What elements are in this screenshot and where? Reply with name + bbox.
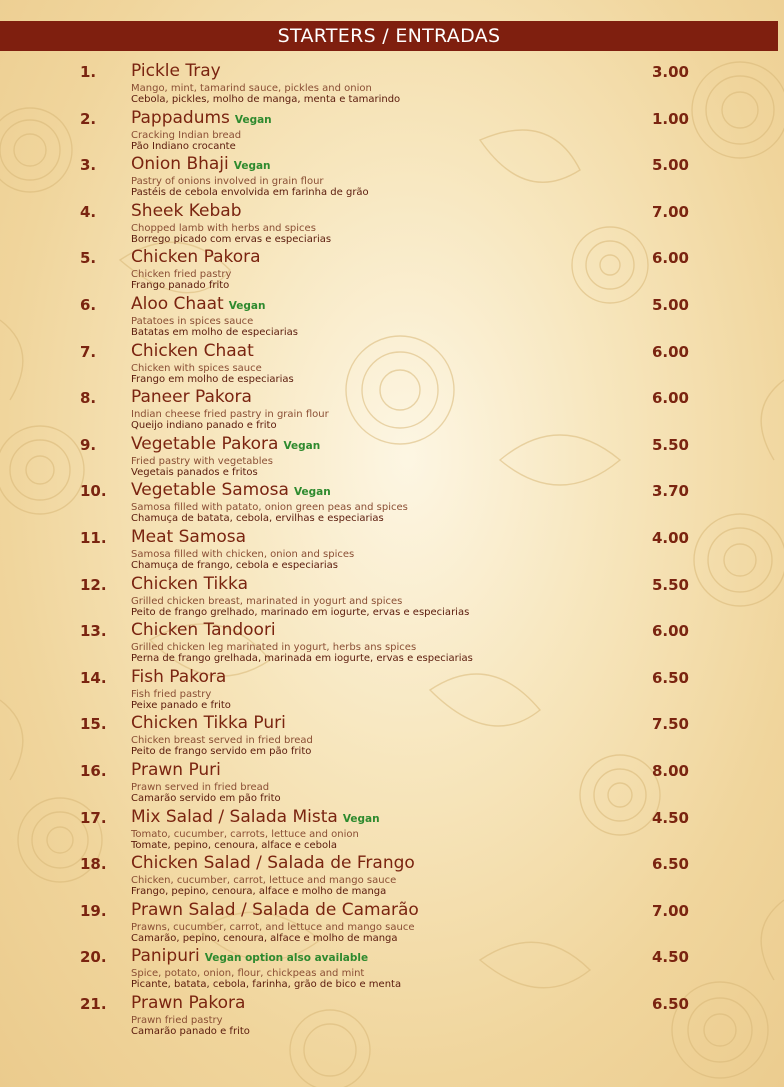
item-name-line <box>131 434 320 454</box>
item-name-line <box>131 713 286 733</box>
item-description-en: Mango, mint, tamarind sauce, pickles and onion <box>131 83 372 94</box>
menu-item <box>0 528 784 575</box>
item-name: Panipuri <box>131 946 200 967</box>
item-name-line <box>131 247 261 267</box>
menu-item <box>0 808 784 855</box>
menu-item <box>0 155 784 202</box>
item-description-pt: Camarão, pepino, cenoura, alface e molho de manga <box>131 932 398 944</box>
menu-item <box>0 854 784 901</box>
item-price: 6.50 <box>651 855 689 874</box>
item-number: 6. <box>80 295 97 314</box>
item-name: Chicken Tikka <box>131 573 248 594</box>
item-name-line <box>131 946 368 966</box>
item-description-en: Prawn fried pastry <box>131 1014 223 1026</box>
item-name-line <box>131 480 331 500</box>
item-price: 4.00 <box>651 528 689 547</box>
item-number: 20. <box>80 948 107 967</box>
item-name-line <box>131 154 271 174</box>
item-description-en: Chicken breast served in fried bread <box>131 735 313 747</box>
vegan-tag: Vegan <box>283 439 321 452</box>
item-description-en: Samosa filled with patato, onion green peas and spices <box>131 502 408 514</box>
item-description-en: Pastry of onions involved in grain flour <box>131 176 324 188</box>
menu-item <box>0 947 784 994</box>
item-price: 6.50 <box>651 994 689 1013</box>
item-number: 18. <box>80 855 107 874</box>
menu-item <box>0 62 784 109</box>
item-name-line <box>131 900 419 920</box>
item-name: Meat Samosa <box>131 526 247 547</box>
item-description-en: Spice, potato, onion, flour, chickpeas and mint <box>131 968 365 980</box>
item-name-line <box>131 667 226 687</box>
item-number: 15. <box>80 715 107 734</box>
item-description-en: Patatoes in spices sauce <box>131 315 254 327</box>
item-description-pt: Camarão servido em pão frito <box>131 792 281 804</box>
item-price: 3.00 <box>651 63 689 81</box>
item-price: 7.50 <box>651 715 689 734</box>
item-name: Chicken Chaat <box>131 340 254 361</box>
item-price: 6.00 <box>651 342 689 361</box>
vegan-tag: Vegan <box>234 113 272 126</box>
item-description-pt: Peixe panado e frito <box>131 699 231 711</box>
item-name-line <box>131 341 254 361</box>
menu-item <box>0 621 784 668</box>
item-description-pt: Chamuça de batata, cebola, ervilhas e especiarias <box>131 513 384 525</box>
item-description-en: Fish fried pastry <box>131 688 212 700</box>
menu-item <box>0 901 784 948</box>
menu-list <box>0 62 784 1040</box>
item-description-en: Chicken with spices sauce <box>131 362 262 374</box>
menu-item <box>0 248 784 295</box>
item-price: 5.50 <box>651 435 689 454</box>
item-description-en: Chicken, cucumber, carrot, lettuce and mango sauce <box>131 875 397 887</box>
item-price: 6.50 <box>651 668 689 687</box>
menu-item <box>0 388 784 435</box>
item-number: 1. <box>80 63 97 81</box>
item-name-line <box>131 294 265 314</box>
menu-item <box>0 668 784 715</box>
item-number: 21. <box>80 994 107 1013</box>
item-number: 3. <box>80 156 97 175</box>
item-name: Prawn Salad / Salada de Camarão <box>131 899 419 920</box>
menu-item <box>0 202 784 249</box>
item-name: Vegetable Pakora <box>131 433 279 454</box>
item-description-pt: Peito de frango servido em pão frito <box>131 746 312 758</box>
item-description-en: Chopped lamb with herbs and spices <box>131 222 316 234</box>
item-price: 4.50 <box>651 948 689 967</box>
item-name: Mix Salad / Salada Mista <box>131 806 338 827</box>
vegan-tag: Vegan <box>228 299 266 312</box>
item-description-pt: Frango em molho de especiarias <box>131 373 294 385</box>
item-number: 12. <box>80 575 107 594</box>
menu-item <box>0 761 784 808</box>
item-description-en: Tomato, cucumber, carrots, lettuce and onion <box>131 828 359 840</box>
item-name: Sheek Kebab <box>131 200 242 221</box>
item-description-pt: Borrego picado com ervas e especiarias <box>131 233 332 245</box>
item-name-line <box>131 387 252 407</box>
item-number: 4. <box>80 202 97 221</box>
menu-item <box>0 994 784 1041</box>
item-number: 10. <box>80 482 107 501</box>
item-price: 6.00 <box>651 622 689 641</box>
item-number: 19. <box>80 901 107 920</box>
item-description-pt: Pão Indiano crocante <box>131 140 236 152</box>
item-description-en: Indian cheese fried pastry in grain flour <box>131 409 329 421</box>
item-description-pt: Camarão panado e frito <box>131 1025 250 1037</box>
item-number: 9. <box>80 435 97 454</box>
item-number: 11. <box>80 528 107 547</box>
item-name-line <box>131 807 380 827</box>
item-description-pt: Frango panado frito <box>131 280 230 292</box>
item-description-pt: Perna de frango grelhada, marinada em iogurte, ervas e especiarias <box>131 653 473 665</box>
item-description-en: Grilled chicken leg marinated in yogurt, herbs ans spices <box>131 642 417 654</box>
item-price: 5.00 <box>651 156 689 175</box>
item-name: Pickle Tray <box>131 61 221 81</box>
item-price: 3.70 <box>651 482 689 501</box>
item-name-line <box>131 61 221 81</box>
item-name: Vegetable Samosa <box>131 480 289 501</box>
item-description-pt: Frango, pepino, cenoura, alface e molho de manga <box>131 886 387 898</box>
item-name-line <box>131 527 246 547</box>
vegan-tag: Vegan <box>233 160 271 173</box>
item-number: 5. <box>80 249 97 268</box>
item-description-pt: Picante, batata, cebola, farinha, grão de bico e menta <box>131 979 402 991</box>
item-price: 5.50 <box>651 575 689 594</box>
item-description-pt: Vegetais panados e fritos <box>131 466 258 478</box>
item-name: Pappadums <box>131 107 230 128</box>
menu-item <box>0 342 784 389</box>
item-description-en: Cracking Indian bread <box>131 129 242 141</box>
item-description-pt: Pastéis de cebola envolvida em farinha de grão <box>131 187 369 199</box>
item-number: 14. <box>80 668 107 687</box>
vegan-tag: Vegan <box>293 486 331 499</box>
item-description-en: Prawn served in fried bread <box>131 781 270 793</box>
item-name-line <box>131 620 276 640</box>
vegan-tag: Vegan option also available <box>204 952 369 965</box>
item-number: 2. <box>80 109 97 128</box>
item-name-line <box>131 853 415 873</box>
item-price: 4.50 <box>651 808 689 827</box>
item-name: Prawn Puri <box>131 759 221 780</box>
item-description-en: Samosa filled with chicken, onion and spices <box>131 548 355 560</box>
item-price: 7.00 <box>651 901 689 920</box>
item-name: Onion Bhaji <box>131 154 229 175</box>
item-name-line <box>131 760 221 780</box>
item-price: 6.00 <box>651 389 689 408</box>
item-description-en: Prawns, cucumber, carrot, and lettuce and mango sauce <box>131 921 415 933</box>
item-description-pt: Queijo indiano panado e frito <box>131 420 277 432</box>
item-name: Fish Pakora <box>131 666 227 687</box>
item-name: Chicken Salad / Salada de Frango <box>131 853 415 874</box>
item-name: Prawn Pakora <box>131 992 246 1013</box>
item-description-pt: Peito de frango grelhado, marinado em iogurte, ervas e especiarias <box>131 606 470 618</box>
item-description-en: Chicken fried pastry <box>131 269 232 281</box>
item-price: 1.00 <box>651 109 689 128</box>
item-name: Chicken Pakora <box>131 247 261 268</box>
item-price: 5.00 <box>651 295 689 314</box>
item-number: 7. <box>80 342 97 361</box>
menu-item <box>0 481 784 528</box>
item-description-pt: Tomate, pepino, cenoura, alface e cebola <box>131 839 338 851</box>
section-header-bar <box>0 21 778 51</box>
item-name-line <box>131 993 245 1013</box>
item-price: 6.00 <box>651 249 689 268</box>
item-description-pt: Batatas em molho de especiarias <box>131 326 298 338</box>
item-name: Paneer Pakora <box>131 387 252 408</box>
item-description-en: Grilled chicken breast, marinated in yogurt and spices <box>131 595 403 607</box>
section-title: STARTERS / ENTRADAS <box>277 25 501 47</box>
item-description-pt: Cebola, pickles, molho de manga, menta e tamarindo <box>131 94 401 105</box>
item-number: 8. <box>80 389 97 408</box>
item-name-line <box>131 574 248 594</box>
menu-item <box>0 714 784 761</box>
item-name: Aloo Chaat <box>131 293 224 314</box>
item-description-en: Fried pastry with vegetables <box>131 455 273 467</box>
item-name: Chicken Tandoori <box>131 620 276 641</box>
item-price: 8.00 <box>651 761 689 780</box>
vegan-tag: Vegan <box>342 812 380 825</box>
item-number: 17. <box>80 808 107 827</box>
item-price: 7.00 <box>651 202 689 221</box>
item-name-line <box>131 108 272 128</box>
menu-item <box>0 109 784 156</box>
item-number: 16. <box>80 761 107 780</box>
menu-item <box>0 295 784 342</box>
menu-item <box>0 575 784 622</box>
menu-item <box>0 435 784 482</box>
item-name: Chicken Tikka Puri <box>131 713 286 734</box>
item-number: 13. <box>80 622 107 641</box>
item-description-pt: Chamuça de frango, cebola e especiarias <box>131 559 338 571</box>
item-name-line <box>131 201 242 221</box>
